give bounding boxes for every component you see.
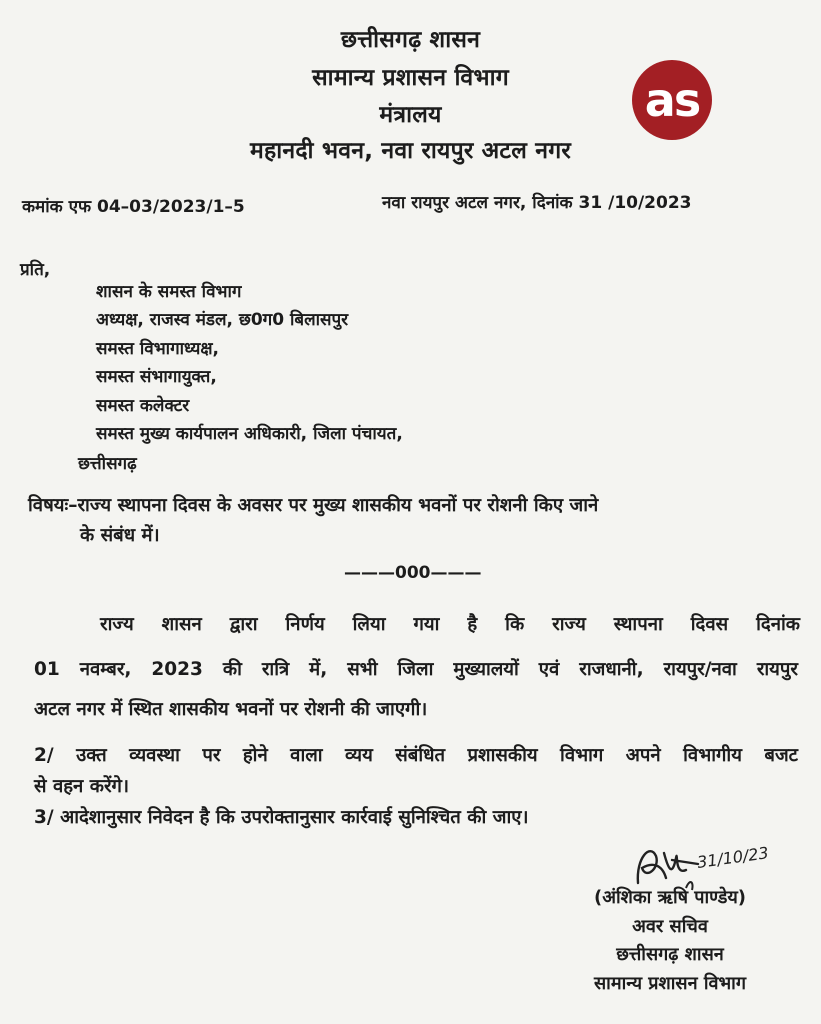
paragraph-1-line: अटल नगर में स्थित शासकीय भवनों पर रोशनी की जाएगी। bbox=[34, 699, 428, 720]
recipient-line: समस्त संभागायुक्त, bbox=[96, 367, 217, 387]
paragraph-1-line: राज्य शासन द्वारा निर्णय लिया गया है कि राज्य स्थापना दिवस दिनांक bbox=[100, 614, 800, 635]
reference-number: कमांक एफ 04–03/2023/1–5 bbox=[22, 197, 245, 217]
recipient-line: समस्त मुख्य कार्यपालन अधिकारी, जिला पंचायत, bbox=[96, 424, 403, 444]
reference-place-date: नवा रायपुर अटल नगर, दिनांक 31 /10/2023 bbox=[382, 193, 692, 213]
paragraph-1-line: 01 नवम्बर, 2023 की रात्रि में, सभी जिला मुख्यालयों एवं राजधानी, रायपुर/नवा रायपुर bbox=[34, 659, 798, 680]
to-label: प्रति, bbox=[20, 260, 51, 280]
recipient-line: समस्त कलेक्टर bbox=[96, 396, 190, 416]
subject-line: विषयः–राज्य स्थापना दिवस के अवसर पर मुख्य शासकीय भवनों पर रोशनी किए जाने bbox=[28, 495, 599, 516]
recipient-line: समस्त विभागाध्यक्ष, bbox=[96, 339, 219, 359]
signatory-designation: अवर सचिव bbox=[632, 916, 708, 937]
header-department: सामान्य प्रशासन विभाग bbox=[312, 65, 509, 91]
recipient-line: अध्यक्ष, राजस्व मंडल, छ0ग0 बिलासपुर bbox=[96, 310, 349, 330]
divider-mark: ———000——— bbox=[344, 563, 482, 583]
subject-line-continued: के संबंध में। bbox=[80, 525, 160, 546]
header-government: छत्तीसगढ़ शासन bbox=[340, 27, 481, 53]
signatory-name: (अंशिका ऋषि पाण्डेय) bbox=[593, 887, 747, 908]
header-address: महानदी भवन, नवा रायपुर अटल नगर bbox=[250, 138, 571, 164]
paragraph-2-line: से वहन करेंगे। bbox=[34, 776, 129, 797]
handwritten-date: 31/10/23 bbox=[695, 843, 770, 872]
signatory-department: सामान्य प्रशासन विभाग bbox=[594, 973, 746, 994]
recipient-line: छत्तीसगढ़ bbox=[78, 454, 137, 474]
watermark-logo: as bbox=[632, 60, 712, 140]
signatory-org: छत्तीसगढ़ शासन bbox=[616, 944, 724, 965]
recipient-line: शासन के समस्त विभाग bbox=[96, 282, 242, 302]
paragraph-3: 3/ आदेशानुसार निवेदन है कि उपरोक्तानुसार कार्रवाई सुनिश्चित की जाए। bbox=[34, 807, 529, 828]
header-ministry: मंत्रालय bbox=[379, 102, 442, 128]
paragraph-2-line: 2/ उक्त व्यवस्था पर होने वाला व्यय संबंधित प्रशासकीय विभाग अपने विभागीय बजट bbox=[34, 745, 798, 766]
